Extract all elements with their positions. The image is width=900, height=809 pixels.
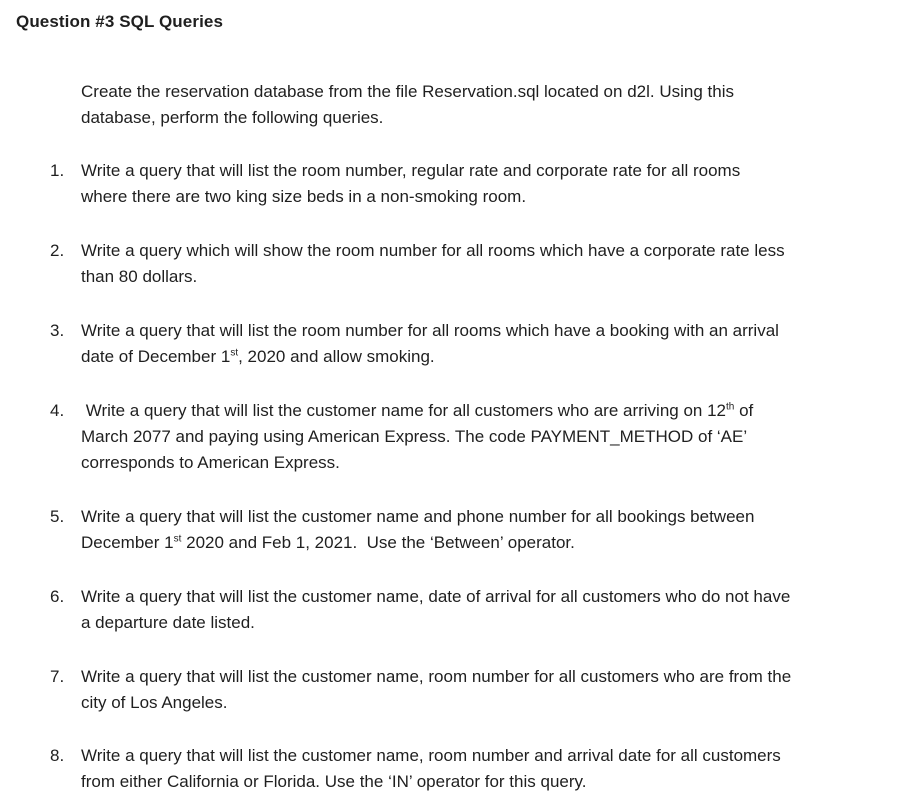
page-title: Question #3 SQL Queries [16,12,223,31]
question-line [81,344,881,370]
question-line-part: of [734,401,754,420]
intro-line-2: database, perform the following queries. [81,108,384,127]
question-number: 3. [50,321,65,340]
intro-line-1: Create the reservation database from the file Reservation.sql located on d2l. Using this [81,82,734,101]
question-number: 6. [50,587,65,606]
question-line: March 2077 and paying using American Express. The code PAYMENT_METHOD of ‘AE’ [81,427,748,446]
ordinal-suffix: th [726,401,735,413]
question-line [81,398,881,424]
question-line: corresponds to American Express. [81,453,340,472]
question-line: Write a query that will list the room number for all rooms which have a booking with an arrival [81,321,779,340]
question-number: 8. [50,746,65,765]
question-text [81,318,881,370]
question-line-part: Write a query that will list the customer name for all customers who are arriving on 12 [81,401,727,420]
question-text [81,158,881,210]
question-number: 2. [50,241,65,260]
question-number: 7. [50,667,65,686]
question-number: 1. [50,161,65,180]
question-line: city of Los Angeles. [81,693,228,712]
intro-paragraph [81,79,861,131]
ordinal-suffix: st [230,347,239,359]
question-line: Write a query that will list the customer name and phone number for all bookings between [81,507,755,526]
question-line: where there are two king size beds in a non-smoking room. [81,187,527,206]
question-text [81,664,881,716]
question-line-part: , 2020 and allow smoking. [238,347,435,366]
question-text [81,504,881,556]
ordinal-suffix: st [173,533,182,545]
question-line: a departure date listed. [81,613,255,632]
question-line: from either California or Florida. Use the ‘IN’ operator for this query. [81,772,587,791]
question-text [81,584,881,636]
question-text [81,743,881,795]
question-line [81,530,881,556]
question-line-part: date of December 1 [81,347,231,366]
question-number: 5. [50,507,65,526]
question-number: 4. [50,401,65,420]
question-line: Write a query that will list the customer name, date of arrival for all customers who do not have [81,587,791,606]
question-line: Write a query that will list the customer name, room number and arrival date for all customers [81,746,781,765]
question-line: Write a query which will show the room number for all rooms which have a corporate rate less [81,241,785,260]
question-text [81,238,881,290]
question-text [81,398,881,476]
question-line: Write a query that will list the customer name, room number for all customers who are from the [81,667,792,686]
question-line: than 80 dollars. [81,267,198,286]
question-line: Write a query that will list the room number, regular rate and corporate rate for all rooms [81,161,741,180]
question-line-part: December 1 [81,533,174,552]
question-line-part: 2020 and Feb 1, 2021. Use the ‘Between’ operator. [181,533,575,552]
